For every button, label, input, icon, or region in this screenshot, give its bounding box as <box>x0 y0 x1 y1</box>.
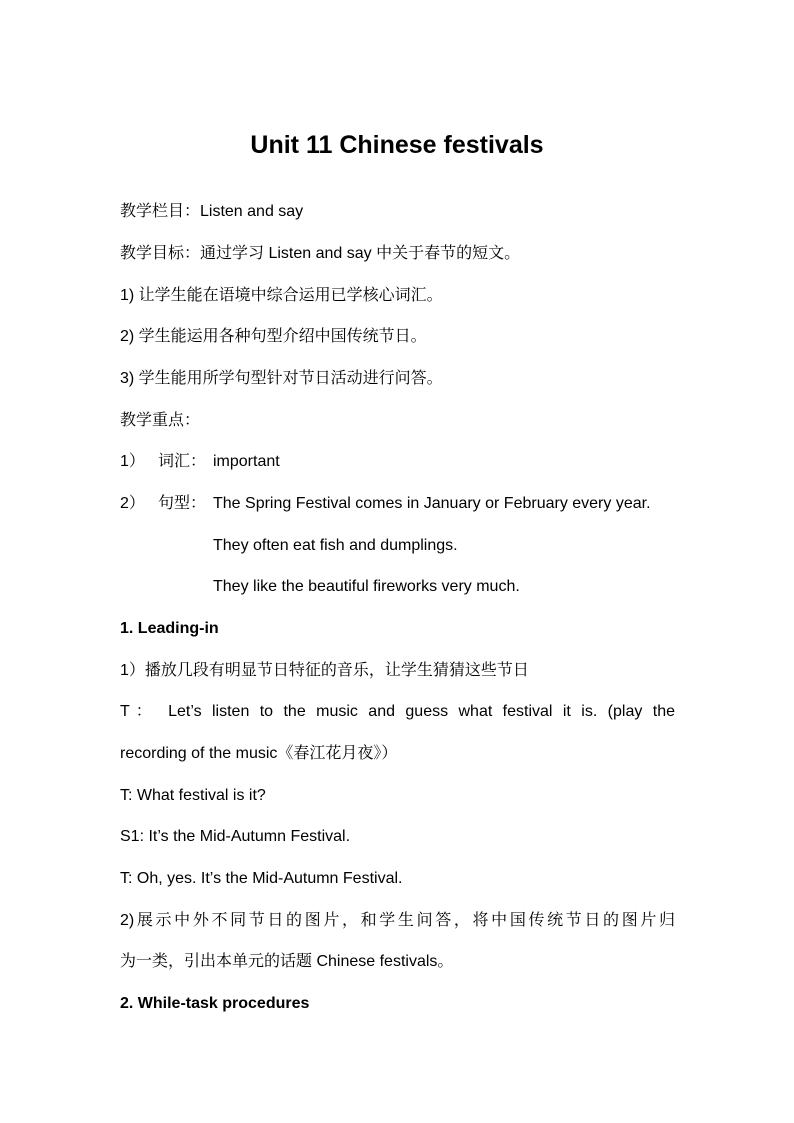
vocab-value: important <box>213 453 280 470</box>
leading-in-step-2b: 为一类，引出本单元的话题 Chinese festivals。 <box>120 953 454 970</box>
section-heading-leading-in: 1. Leading-in <box>120 620 219 637</box>
pattern-sentence-3: They like the beautiful fireworks very much. <box>213 578 520 595</box>
teaching-objective: 教学目标：通过学习 Listen and say 中关于春节的短文。 <box>120 245 521 262</box>
pattern-number: 2） <box>120 495 145 512</box>
vocab-label: 词汇： <box>158 453 207 470</box>
objective-item-1: 1) 让学生能在语境中综合运用已学核心词汇。 <box>120 287 443 304</box>
focus-sentence-patterns <box>120 492 675 516</box>
student-line-1: S1: It’s the Mid-Autumn Festival. <box>120 828 351 845</box>
teacher-line-2: T: What festival is it? <box>120 787 266 804</box>
page-title: Unit 11 Chinese festivals <box>250 131 544 159</box>
objective-item-2: 2) 学生能运用各种句型介绍中国传统节日。 <box>120 328 427 345</box>
vocab-number: 1） <box>120 453 145 470</box>
section-heading-while-task: 2. While-task procedures <box>120 995 310 1012</box>
pattern-label: 句型： <box>158 495 207 512</box>
objective-item-3: 3) 学生能用所学句型针对节日活动进行问答。 <box>120 370 443 387</box>
leading-in-step-1: 1）播放几段有明显节日特征的音乐，让学生猜猜这些节日 <box>120 662 529 679</box>
teaching-column: 教学栏目：Listen and say <box>120 203 304 220</box>
teacher-line-3: T: Oh, yes. It’s the Mid-Autumn Festival. <box>120 870 403 887</box>
teacher-line-1a: T： Let’s listen to the music and guess what festival it is. (play the <box>120 703 675 720</box>
pattern-sentence-1: The Spring Festival comes in January or February every year. <box>213 495 651 512</box>
teacher-line-1b: recording of the music《春江花月夜》） <box>120 745 398 762</box>
leading-in-step-2a: 2)展示中外不同节日的图片，和学生问答，将中国传统节日的图片归 <box>120 912 675 929</box>
teaching-focus-heading: 教学重点： <box>120 412 201 429</box>
pattern-sentence-2: They often eat fish and dumplings. <box>213 537 458 554</box>
focus-vocabulary <box>120 450 675 474</box>
